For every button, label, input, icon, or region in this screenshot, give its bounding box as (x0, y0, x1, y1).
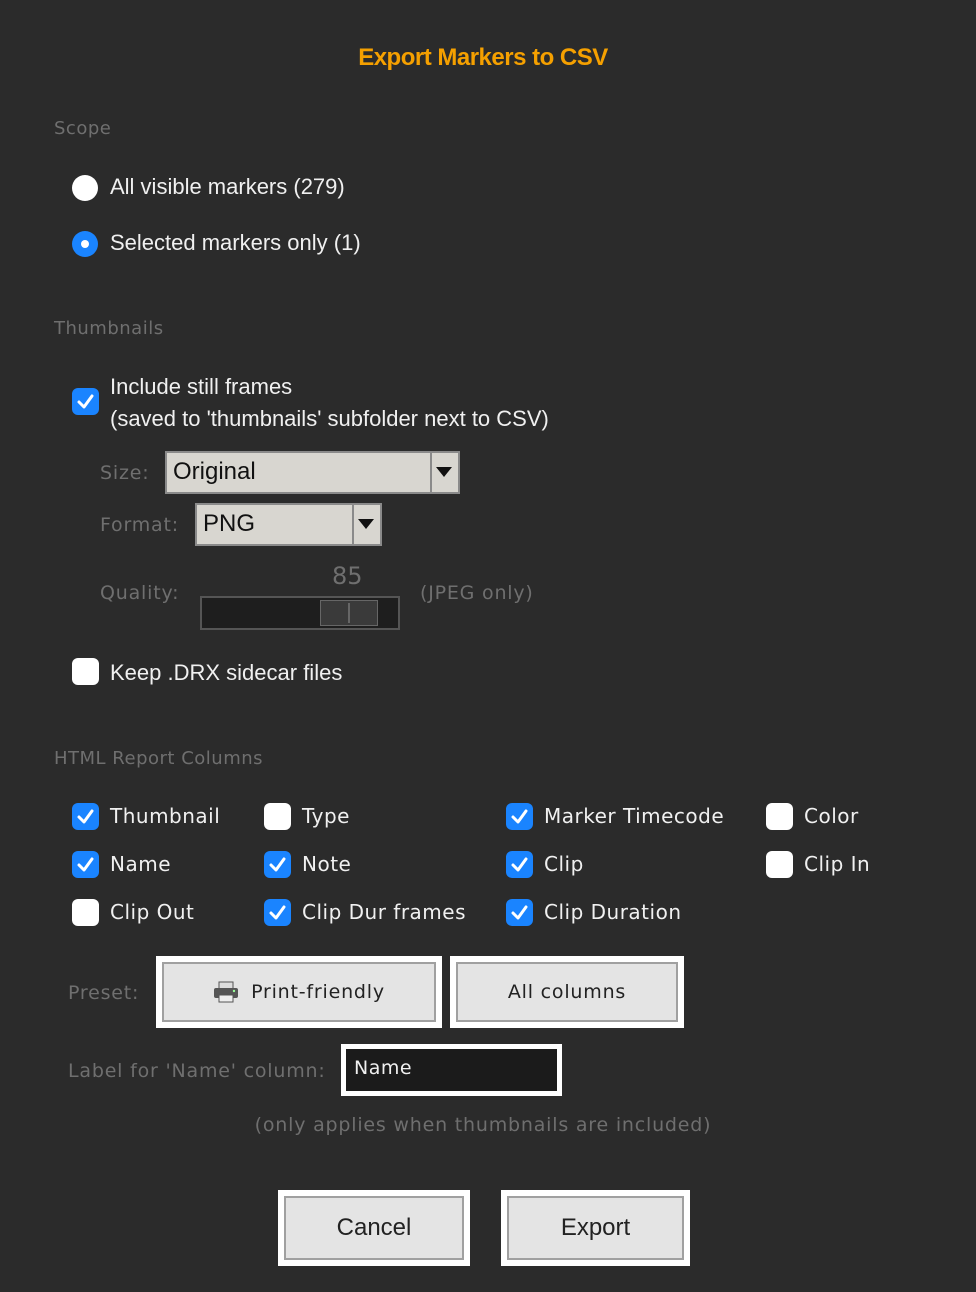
report-column-item[interactable] (264, 851, 484, 879)
report-column-checkbox[interactable] (766, 803, 793, 830)
checkmark-icon (268, 903, 287, 922)
report-column-item[interactable] (72, 851, 292, 879)
report-column-item[interactable] (72, 899, 292, 927)
report-column-checkbox[interactable] (72, 899, 99, 926)
chevron-down-icon[interactable] (430, 453, 458, 492)
report-column-label: Clip Out (110, 900, 195, 924)
quality-label: Quality: (100, 582, 180, 604)
report-column-item[interactable] (506, 899, 726, 927)
format-label: Format: (100, 514, 179, 536)
include-still-frames-checkbox[interactable] (72, 388, 99, 415)
report-column-label: Thumbnail (110, 804, 221, 828)
report-column-item[interactable] (506, 851, 726, 879)
report-column-label: Name (110, 852, 172, 876)
thumbnails-section-label: Thumbnails (54, 318, 164, 339)
name-column-label: Label for 'Name' column: (68, 1060, 326, 1082)
name-column-input-value: Name (354, 1057, 413, 1079)
report-column-label: Note (302, 852, 352, 876)
report-column-checkbox[interactable] (506, 899, 533, 926)
all-columns-button-label: All columns (507, 981, 627, 1003)
report-column-checkbox[interactable] (72, 803, 99, 830)
export-button-frame (501, 1190, 690, 1266)
name-column-input[interactable] (346, 1049, 557, 1091)
report-column-checkbox[interactable] (72, 851, 99, 878)
checkmark-icon (76, 855, 95, 874)
report-column-checkbox[interactable] (264, 851, 291, 878)
cancel-button-label: Cancel (336, 1214, 412, 1241)
report-column-item[interactable] (766, 851, 976, 879)
quality-slider[interactable] (200, 596, 400, 630)
keep-drx-checkbox[interactable] (72, 658, 99, 685)
report-column-label: Type (302, 804, 350, 828)
report-columns-section-label: HTML Report Columns (54, 748, 264, 769)
scope-option-selected[interactable] (72, 231, 412, 259)
name-column-field-frame (341, 1044, 562, 1096)
report-column-checkbox[interactable] (506, 803, 533, 830)
report-column-label: Clip Dur frames (302, 900, 467, 924)
preset-label: Preset: (68, 982, 140, 1004)
report-column-checkbox[interactable] (766, 851, 793, 878)
report-column-checkbox[interactable] (264, 803, 291, 830)
cancel-button-frame (278, 1190, 470, 1266)
report-column-label: Clip (544, 852, 584, 876)
thumbnails-note: (only applies when thumbnails are included) (254, 1114, 712, 1136)
radio-selected-only[interactable] (72, 231, 98, 257)
scope-option-selected-label: Selected markers only (1) (110, 230, 361, 255)
radio-all-visible[interactable] (72, 175, 98, 201)
report-column-label: Clip In (804, 852, 871, 876)
report-column-checkbox[interactable] (506, 851, 533, 878)
include-still-frames-sublabel: (saved to 'thumbnails' subfolder next to CSV) (110, 406, 549, 431)
print-friendly-button-label: Print-friendly (251, 981, 385, 1003)
quality-value: 85 (332, 562, 363, 590)
size-label: Size: (100, 462, 150, 484)
all-columns-button-frame (450, 956, 684, 1028)
export-button[interactable] (507, 1196, 684, 1260)
quality-note: (JPEG only) (420, 582, 534, 604)
format-select[interactable] (195, 503, 382, 546)
scope-option-all-label: All visible markers (279) (110, 174, 345, 199)
checkmark-icon (268, 855, 287, 874)
report-column-item[interactable] (72, 803, 292, 831)
checkmark-icon (510, 855, 529, 874)
report-column-item[interactable] (506, 803, 726, 831)
all-columns-button[interactable] (456, 962, 678, 1022)
include-still-frames-label: Include still frames (110, 374, 293, 399)
dialog-title: Export Markers to CSV (358, 44, 608, 71)
chevron-down-icon[interactable] (352, 505, 380, 544)
report-column-checkbox[interactable] (264, 899, 291, 926)
scope-option-all[interactable] (72, 175, 412, 203)
scope-section-label: Scope (54, 118, 112, 139)
size-select-value: Original (173, 458, 256, 485)
report-column-label: Marker Timecode (544, 804, 725, 828)
report-column-item[interactable] (264, 803, 484, 831)
export-button-label: Export (560, 1214, 631, 1241)
report-column-label: Clip Duration (544, 900, 682, 924)
checkmark-icon (510, 903, 529, 922)
checkmark-icon (76, 392, 95, 411)
cancel-button[interactable] (284, 1196, 464, 1260)
checkmark-icon (76, 807, 95, 826)
quality-slider-handle[interactable] (320, 600, 378, 626)
checkmark-icon (510, 807, 529, 826)
keep-drx-label: Keep .DRX sidecar files (110, 660, 343, 685)
print-friendly-button-frame (156, 956, 442, 1028)
report-column-item[interactable] (264, 899, 484, 927)
print-friendly-button[interactable] (162, 962, 436, 1022)
format-select-value: PNG (203, 510, 256, 537)
size-select[interactable] (165, 451, 460, 494)
report-column-label: Color (804, 804, 859, 828)
slider-handle-grip (348, 603, 350, 623)
report-column-item[interactable] (766, 803, 976, 831)
printer-icon (213, 981, 239, 1003)
